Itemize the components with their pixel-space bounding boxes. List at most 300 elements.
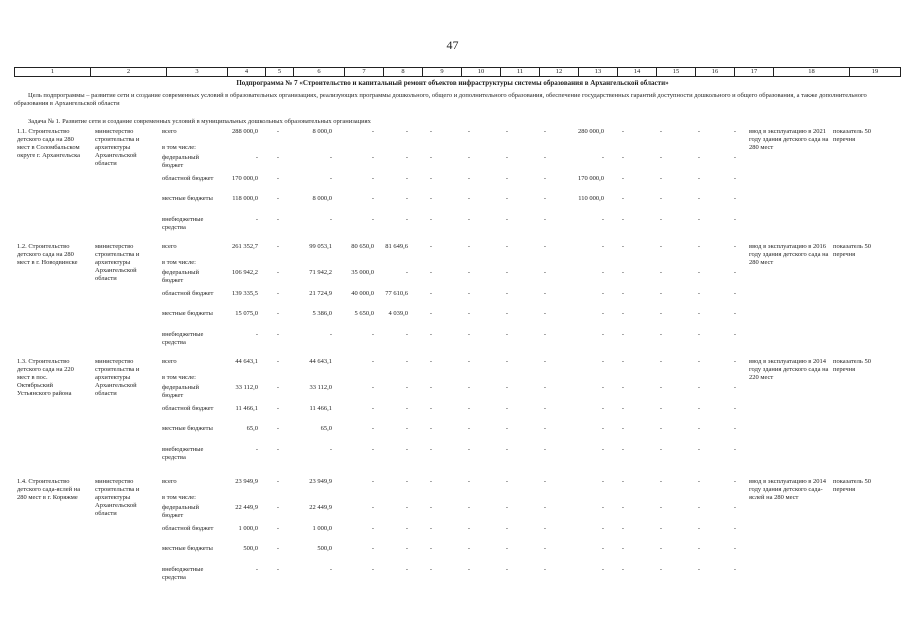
header-col-8: 8 [384, 68, 423, 77]
funding-value: - [505, 216, 509, 223]
funding-value: - [276, 504, 280, 511]
expected-result: ввод в эксплуатацию в 2021 году здания детского сада на 280 мест [749, 128, 829, 151]
funding-value: - [697, 504, 701, 511]
funding-value: - [371, 405, 374, 412]
funding-value: - [621, 310, 625, 317]
funding-value: 170 000,0 [232, 175, 258, 182]
funding-value: 44 643,1 [235, 358, 258, 365]
funding-value: - [371, 128, 374, 135]
funding-value: 35 000,0 [351, 269, 374, 276]
funding-value: - [621, 566, 625, 573]
funding-value: - [276, 216, 280, 223]
funding-value: - [621, 331, 625, 338]
funding-value: - [659, 525, 663, 532]
funding-value: - [371, 478, 374, 485]
funding-value: - [659, 269, 663, 276]
funding-value: - [467, 566, 471, 573]
funding-value: - [601, 384, 604, 391]
funding-value: - [429, 195, 433, 202]
funding-value: - [659, 504, 663, 511]
funding-value: - [733, 128, 737, 135]
funding-value: 99 053,1 [309, 243, 332, 250]
funding-value: 22 449,9 [235, 504, 258, 511]
funding-value: - [543, 446, 547, 453]
funding-value: - [697, 405, 701, 412]
target-indicator: показатель 50 перечня [833, 358, 872, 373]
executor: министерство строительства и архитектуры Архангельской области [95, 478, 140, 517]
funding-value: 106 942,2 [232, 269, 258, 276]
funding-value: 5 386,0 [312, 310, 332, 317]
column-number-header [14, 67, 901, 77]
funding-value: - [505, 243, 509, 250]
funding-value: - [255, 331, 258, 338]
funding-value: - [733, 478, 737, 485]
funding-value: - [467, 154, 471, 161]
executor: министерство строительства и архитектуры Архангельской области [95, 358, 140, 397]
funding-value: - [733, 290, 737, 297]
funding-value: - [505, 290, 509, 297]
funding-value: - [659, 545, 663, 552]
funding-value: - [697, 243, 701, 250]
funding-value: - [543, 216, 547, 223]
funding-value: - [276, 243, 280, 250]
funding-source-label: областной бюджет [162, 405, 214, 412]
funding-value: - [659, 195, 663, 202]
funding-value: - [429, 446, 433, 453]
funding-value: - [621, 269, 625, 276]
funding-value: - [505, 269, 509, 276]
subprogram-title: Подпрограмма № 7 «Строительство и капитальный ремонт объектов инфраструктуры системы образования в Архангельской области» [236, 79, 669, 87]
funding-value: - [601, 290, 604, 297]
funding-value: 170 000,0 [578, 175, 604, 182]
funding-value: 22 449,9 [309, 504, 332, 511]
funding-value: - [276, 384, 280, 391]
funding-value: - [697, 175, 701, 182]
funding-value: - [505, 154, 509, 161]
funding-value: - [429, 384, 433, 391]
funding-value: - [505, 525, 509, 532]
header-col-15: 15 [657, 68, 696, 77]
funding-value: - [276, 195, 280, 202]
funding-value: - [601, 154, 604, 161]
funding-value: - [621, 243, 625, 250]
funding-value: - [543, 504, 547, 511]
funding-value: - [371, 331, 374, 338]
funding-value: 65,0 [246, 425, 258, 432]
funding-value: - [405, 269, 408, 276]
task-heading: Задача № 1. Развитие сети и создание современных условий в муниципальных дошкольных образовательных организациях [28, 118, 371, 125]
funding-value: - [621, 384, 625, 391]
funding-value: - [405, 425, 408, 432]
funding-value: 280 000,0 [578, 128, 604, 135]
funding-value: - [467, 290, 471, 297]
funding-value: - [467, 128, 471, 135]
funding-value: - [255, 446, 258, 453]
funding-value: - [505, 446, 509, 453]
expected-result: ввод в эксплуатацию в 2014 году здания детского сада на 220 мест [749, 358, 829, 381]
funding-value: - [405, 446, 408, 453]
funding-value: - [467, 358, 471, 365]
funding-value: - [405, 566, 408, 573]
funding-value: 8 000,0 [312, 128, 332, 135]
funding-value: - [543, 269, 547, 276]
funding-value: - [621, 446, 625, 453]
funding-value: - [621, 358, 625, 365]
funding-value: 15 075,0 [235, 310, 258, 317]
funding-value: - [697, 216, 701, 223]
funding-value: - [697, 290, 701, 297]
funding-value: - [276, 269, 280, 276]
funding-value: - [659, 478, 663, 485]
funding-value: - [405, 216, 408, 223]
funding-value: - [697, 446, 701, 453]
funding-value: - [659, 331, 663, 338]
funding-value: - [371, 154, 374, 161]
funding-value: - [405, 154, 408, 161]
funding-value: - [467, 504, 471, 511]
funding-value: - [371, 384, 374, 391]
funding-value: - [429, 545, 433, 552]
funding-value: - [505, 566, 509, 573]
funding-value: - [733, 405, 737, 412]
funding-value: - [429, 216, 433, 223]
funding-value: - [733, 216, 737, 223]
funding-value: - [505, 478, 509, 485]
funding-value: - [276, 331, 280, 338]
funding-source-label: федеральный бюджет [162, 154, 199, 169]
funding-value: - [543, 243, 547, 250]
funding-source-label: в том числе: [162, 144, 196, 151]
funding-value: - [733, 154, 737, 161]
funding-value: - [405, 478, 408, 485]
funding-source-label: внебюджетные средства [162, 216, 204, 231]
header-col-3: 3 [167, 68, 228, 77]
funding-value: - [505, 175, 509, 182]
funding-value: - [733, 195, 737, 202]
funding-value: - [405, 331, 408, 338]
funding-source-label: федеральный бюджет [162, 269, 199, 284]
funding-value: - [601, 216, 604, 223]
activity-name: 1.3. Строительство детского сада на 220 мест в пос. Октябрьский Устьянского района [17, 358, 74, 397]
funding-value: - [429, 478, 433, 485]
funding-value: - [659, 216, 663, 223]
funding-value: - [276, 405, 280, 412]
funding-value: - [505, 545, 509, 552]
funding-value: - [467, 525, 471, 532]
funding-value: - [329, 446, 332, 453]
funding-value: - [371, 358, 374, 365]
funding-value: - [429, 128, 433, 135]
funding-value: - [659, 128, 663, 135]
funding-value: - [467, 446, 471, 453]
funding-source-label: в том числе: [162, 259, 196, 266]
funding-value: - [467, 331, 471, 338]
funding-source-label: всего [162, 358, 177, 365]
funding-value: - [659, 425, 663, 432]
funding-value: - [543, 425, 547, 432]
funding-value: - [467, 195, 471, 202]
funding-value: - [601, 243, 604, 250]
funding-value: - [429, 290, 433, 297]
funding-value: - [467, 478, 471, 485]
funding-value: - [543, 478, 547, 485]
funding-value: - [429, 154, 433, 161]
funding-value: 11 466,1 [309, 405, 332, 412]
funding-value: - [329, 216, 332, 223]
funding-value: - [601, 425, 604, 432]
funding-value: - [621, 545, 625, 552]
funding-value: - [601, 446, 604, 453]
funding-value: - [371, 216, 374, 223]
funding-value: - [621, 128, 625, 135]
funding-value: - [601, 525, 604, 532]
funding-value: - [659, 446, 663, 453]
funding-value: - [276, 525, 280, 532]
funding-value: - [601, 331, 604, 338]
funding-value: - [276, 566, 280, 573]
funding-value: 1 000,0 [312, 525, 332, 532]
funding-value: - [659, 405, 663, 412]
funding-value: - [505, 358, 509, 365]
funding-value: - [733, 504, 737, 511]
activity-name: 1.1. Строительство детского сада на 280 мест в Соломбальском округе г. Архангельска [17, 128, 81, 159]
funding-value: 288 000,0 [232, 128, 258, 135]
funding-value: - [733, 269, 737, 276]
funding-source-label: местные бюджеты [162, 545, 213, 552]
funding-value: 23 949,9 [235, 478, 258, 485]
funding-value: - [659, 566, 663, 573]
funding-value: - [543, 290, 547, 297]
header-col-4: 4 [228, 68, 266, 77]
funding-value: - [329, 154, 332, 161]
funding-value: - [697, 269, 701, 276]
funding-value: 139 335,5 [232, 290, 258, 297]
funding-value: - [276, 446, 280, 453]
funding-value: - [405, 175, 408, 182]
funding-source-label: областной бюджет [162, 525, 214, 532]
funding-source-label: местные бюджеты [162, 195, 213, 202]
funding-source-label: областной бюджет [162, 175, 214, 182]
funding-value: - [697, 384, 701, 391]
funding-value: - [429, 310, 433, 317]
funding-value: - [697, 195, 701, 202]
header-col-17: 17 [735, 68, 774, 77]
funding-value: - [429, 525, 433, 532]
funding-value: - [621, 405, 625, 412]
funding-value: 81 649,6 [385, 243, 408, 250]
funding-value: - [659, 384, 663, 391]
funding-value: - [429, 243, 433, 250]
funding-value: 4 039,0 [388, 310, 408, 317]
header-col-18: 18 [774, 68, 850, 77]
funding-value: - [467, 405, 471, 412]
funding-value: - [255, 216, 258, 223]
header-col-11: 11 [501, 68, 540, 77]
funding-source-label: местные бюджеты [162, 425, 213, 432]
executor: министерство строительства и архитектуры Архангельской области [95, 128, 140, 167]
funding-value: - [429, 269, 433, 276]
funding-value: - [276, 175, 280, 182]
funding-value: - [543, 128, 547, 135]
target-indicator: показатель 50 перечня [833, 478, 872, 493]
funding-value: - [621, 425, 625, 432]
funding-value: - [543, 525, 547, 532]
funding-value: - [505, 384, 509, 391]
funding-value: - [467, 425, 471, 432]
activity-name: 1.4. Строительство детского сада-яслей на 280 мест в г. Коряжме [17, 478, 81, 501]
funding-value: - [601, 358, 604, 365]
funding-value: - [405, 405, 408, 412]
funding-value: - [697, 128, 701, 135]
funding-value: - [621, 478, 625, 485]
funding-source-label: в том числе: [162, 374, 196, 381]
funding-value: - [697, 310, 701, 317]
funding-value: - [405, 358, 408, 365]
funding-value: - [505, 128, 509, 135]
page-number: 47 [446, 38, 459, 52]
funding-value: - [467, 269, 471, 276]
funding-value: - [601, 566, 604, 573]
funding-value: 33 112,0 [235, 384, 258, 391]
funding-value: - [659, 358, 663, 365]
funding-value: - [733, 384, 737, 391]
funding-value: - [276, 154, 280, 161]
funding-value: 5 650,0 [354, 310, 374, 317]
funding-value: - [505, 195, 509, 202]
funding-value: - [329, 175, 332, 182]
funding-value: 8 000,0 [312, 195, 332, 202]
target-indicator: показатель 50 перечня [833, 128, 872, 143]
funding-value: - [543, 310, 547, 317]
funding-value: - [405, 525, 408, 532]
funding-value: - [429, 405, 433, 412]
funding-value: 500,0 [317, 545, 332, 552]
funding-value: - [429, 425, 433, 432]
funding-value: - [467, 175, 471, 182]
funding-value: - [467, 310, 471, 317]
header-col-7: 7 [345, 68, 384, 77]
funding-source-label: областной бюджет [162, 290, 214, 297]
funding-value: - [543, 358, 547, 365]
funding-value: - [276, 358, 280, 365]
header-col-12: 12 [540, 68, 579, 77]
funding-value: - [621, 175, 625, 182]
funding-value: - [255, 154, 258, 161]
funding-value: - [329, 566, 332, 573]
subprogram-goal: Цель подпрограммы – развитие сети и создание современных условий в образовательных организациях, реализующих программы дошкольного, общего и дополнительного образования, обеспечение государственных гарантий доступности дошкольного и общего образования, а также дополнительного образования в Архангельской области [14, 92, 867, 107]
funding-value: - [659, 154, 663, 161]
funding-value: 65,0 [320, 425, 332, 432]
funding-value: - [543, 566, 547, 573]
funding-value: 71 942,2 [309, 269, 332, 276]
funding-value: - [697, 358, 701, 365]
header-col-13: 13 [579, 68, 618, 77]
funding-value: - [276, 310, 280, 317]
funding-value: 1 000,0 [238, 525, 258, 532]
funding-value: - [601, 269, 604, 276]
funding-value: - [371, 446, 374, 453]
funding-value: 23 949,9 [309, 478, 332, 485]
funding-value: - [733, 358, 737, 365]
funding-value: 11 466,1 [235, 405, 258, 412]
funding-value: 118 000,0 [232, 195, 258, 202]
funding-value: - [429, 175, 433, 182]
funding-value: - [621, 504, 625, 511]
executor: министерство строительства и архитектуры Архангельской области [95, 243, 140, 282]
funding-value: - [601, 545, 604, 552]
funding-value: - [659, 175, 663, 182]
funding-value: - [621, 525, 625, 532]
funding-value: - [601, 478, 604, 485]
funding-value: - [697, 566, 701, 573]
funding-value: - [429, 358, 433, 365]
funding-value: - [733, 331, 737, 338]
funding-value: - [659, 310, 663, 317]
funding-value: - [697, 545, 701, 552]
funding-value: 33 112,0 [309, 384, 332, 391]
header-col-6: 6 [294, 68, 345, 77]
funding-value: - [405, 195, 408, 202]
funding-value: - [405, 504, 408, 511]
funding-value: - [543, 195, 547, 202]
funding-value: - [621, 154, 625, 161]
funding-value: 500,0 [243, 545, 258, 552]
funding-value: - [733, 243, 737, 250]
funding-source-label: федеральный бюджет [162, 384, 199, 399]
funding-value: - [276, 478, 280, 485]
funding-value: - [429, 331, 433, 338]
header-col-9: 9 [423, 68, 462, 77]
funding-value: - [543, 384, 547, 391]
header-col-1: 1 [15, 68, 91, 77]
header-col-5: 5 [266, 68, 294, 77]
header-col-16: 16 [696, 68, 735, 77]
funding-value: - [505, 425, 509, 432]
funding-value: - [371, 504, 374, 511]
funding-value: - [733, 425, 737, 432]
funding-value: - [467, 216, 471, 223]
target-indicator: показатель 50 перечня [833, 243, 872, 258]
funding-value: - [429, 504, 433, 511]
funding-value: - [733, 310, 737, 317]
funding-source-label: федеральный бюджет [162, 504, 199, 519]
funding-value: - [621, 290, 625, 297]
funding-value: - [505, 331, 509, 338]
funding-value: - [543, 405, 547, 412]
activity-name: 1.2. Строительство детского сада на 280 мест в г. Новодвинске [17, 243, 78, 266]
funding-value: - [371, 425, 374, 432]
funding-value: - [733, 566, 737, 573]
funding-value: - [329, 331, 332, 338]
funding-value: - [697, 478, 701, 485]
funding-value: - [371, 545, 374, 552]
header-col-14: 14 [618, 68, 657, 77]
funding-value: - [371, 566, 374, 573]
funding-value: - [405, 545, 408, 552]
funding-value: - [733, 446, 737, 453]
header-col-19: 19 [850, 68, 901, 77]
funding-source-label: внебюджетные средства [162, 566, 204, 581]
funding-value: - [467, 545, 471, 552]
funding-value: 261 352,7 [232, 243, 258, 250]
funding-value: - [659, 290, 663, 297]
funding-value: 40 000,0 [351, 290, 374, 297]
funding-value: 44 643,1 [309, 358, 332, 365]
funding-value: 77 610,6 [385, 290, 408, 297]
funding-value: - [543, 331, 547, 338]
funding-value: - [276, 545, 280, 552]
funding-source-label: всего [162, 128, 177, 135]
